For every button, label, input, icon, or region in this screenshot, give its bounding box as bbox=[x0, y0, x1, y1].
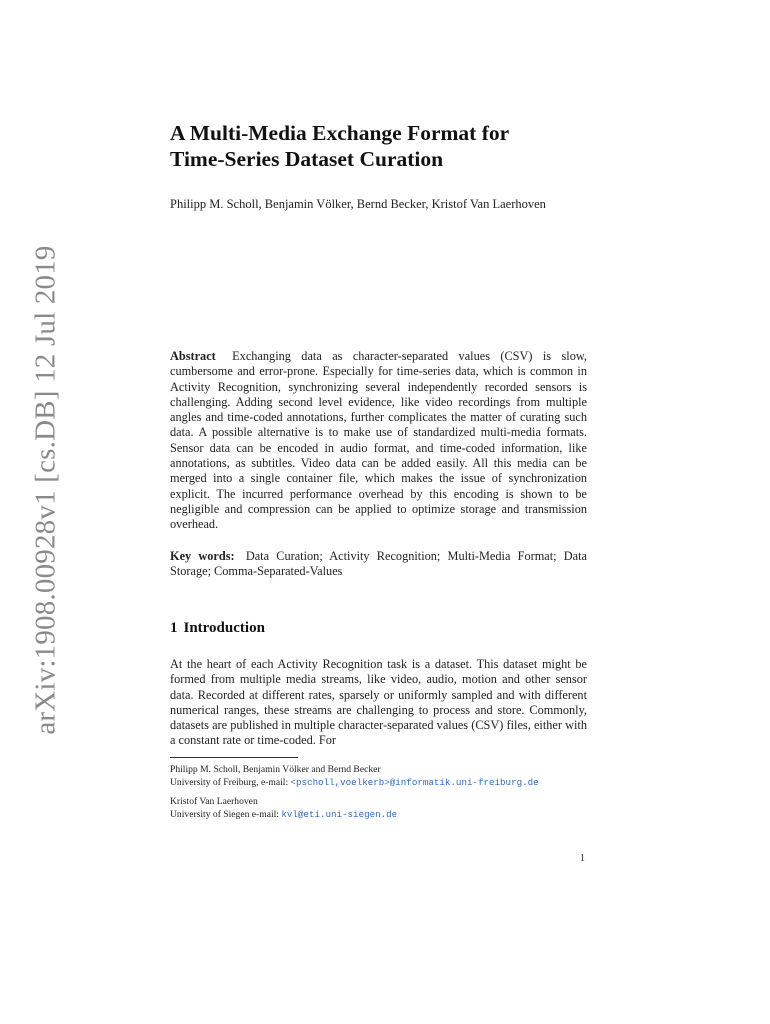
email-link[interactable]: <pscholl,voelkerb>@informatik.uni-freiburg.de bbox=[290, 777, 539, 788]
keywords-text: Data Curation; Activity Recognition; Multi-Media Format; Data Storage; Comma-Separated-Values bbox=[170, 549, 588, 579]
section-number: 1 bbox=[170, 620, 178, 636]
affiliation-prefix: University of Siegen e-mail: bbox=[170, 809, 282, 820]
title-line-2: Time-Series Dataset Curation bbox=[170, 147, 444, 171]
abstract-label: Abstract bbox=[170, 349, 216, 363]
author-list: Philipp M. Scholl, Benjamin Völker, Bernd Becker, Kristof Van Laerhoven bbox=[170, 197, 546, 211]
page-number: 1 bbox=[580, 853, 585, 864]
title-line-1: A Multi-Media Exchange Format for bbox=[170, 121, 510, 145]
paper-title bbox=[170, 120, 610, 172]
footnote-divider bbox=[170, 757, 298, 758]
abstract-text: Exchanging data as character-separated values (CSV) is slow, cumbersome and error-prone. Especially for time-series data, which is common in Activity Recognition, synchronizing several independently recorded sensors is challenging. Adding second level evidence, like video recordings from multiple angles and time-coded annotations, further complicates the matter of curating such data. A possible alternative is to make use of standardized multi-media formats. Sensor data can be encoded in audio format, and time-coded information, like annotations, as subtitles. Video data can be added easily. All this media can be merged into a single container file, which makes the issue of synchronization explicit. The incurred performance overhead by this encoding is shown to be negligible and compression can be applied to optimize storage and transmission overhead. bbox=[170, 349, 587, 532]
email-link[interactable]: kvl@eti.uni-siegen.de bbox=[281, 809, 398, 820]
footnote-names: Philipp M. Scholl, Benjamin Völker and Bernd Becker bbox=[170, 764, 381, 775]
footnote-siegen bbox=[170, 795, 590, 821]
keywords-label: Key words: bbox=[170, 549, 235, 563]
abstract bbox=[170, 349, 587, 533]
section-title: Introduction bbox=[183, 620, 265, 636]
introduction-paragraph: At the heart of each Activity Recognition task is a dataset. This dataset might be formed from multiple media streams, like video, audio, motion and other sensor data. Recorded at different rates, sparsely or uniformly sampled and with different numerical ranges, these streams are challenging to process and store. Commonly, datasets are published in multiple character-separated values (CSV) files, either with a constant rate or time-coded. For bbox=[170, 657, 587, 748]
footnote-names: Kristof Van Laerhoven bbox=[170, 796, 258, 807]
section-heading-introduction bbox=[170, 620, 265, 637]
keywords bbox=[170, 549, 587, 580]
footnote-affiliation bbox=[170, 776, 590, 789]
author-footnotes bbox=[170, 763, 590, 827]
arxiv-identifier-stamp: arXiv:1908.00928v1 [cs.DB] 12 Jul 2019 bbox=[29, 245, 62, 735]
footnote-freiburg bbox=[170, 763, 590, 789]
affiliation-prefix: University of Freiburg, e-mail: bbox=[170, 777, 291, 788]
footnote-affiliation bbox=[170, 808, 590, 821]
